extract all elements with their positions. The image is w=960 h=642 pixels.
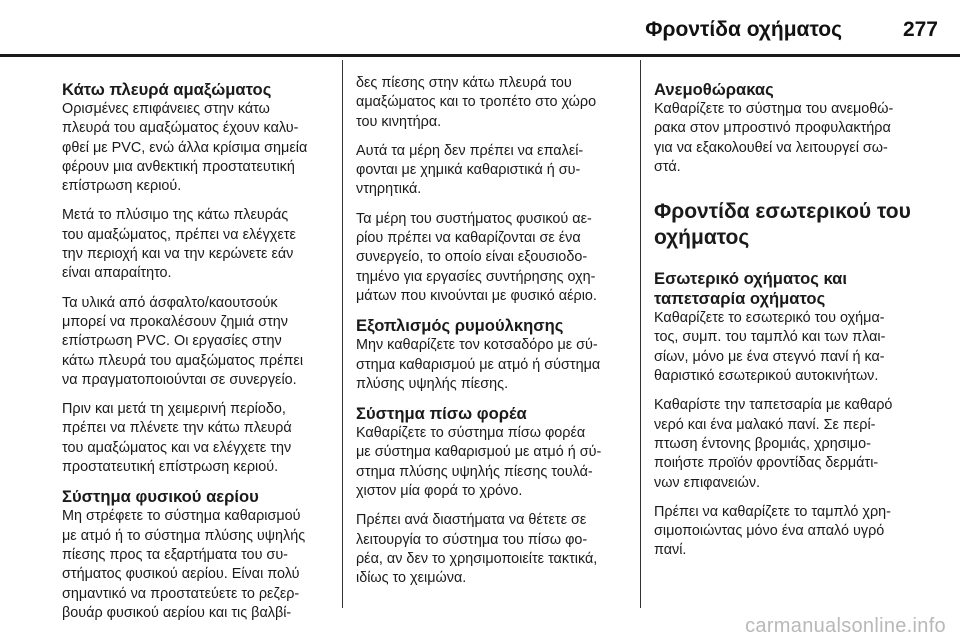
paragraph: δες πίεσης στην κάτω πλευρά του αμαξώματος και το τροπέτο στο χώρο του κινητήρα. bbox=[356, 75, 597, 130]
heading-towing-equipment: Εξοπλισμός ρυμούλκησης bbox=[356, 316, 564, 336]
heading-rear-carrier-system: Σύστημα πίσω φορέα bbox=[356, 404, 527, 424]
paragraph: Τα μέρη του συστήματος φυσικού αε- ρίου πρέπει να καθαρίζονται σε ένα συνεργείο, το οποίο είναι εξουσιοδο- τημένο για εργασίες συντήρησης οχη- μάτων που κινούνται με φυσικό αέριο. bbox=[356, 210, 597, 304]
column-2 bbox=[356, 75, 624, 599]
paragraph: Καθαρίζετε το σύστημα πίσω φορέα με σύστημα καθαρισμού με ατμό ή σύ- στημα πλύσης υψηλής πίεσης τουλά- χιστον μία φορά το χρόνο. bbox=[356, 425, 602, 500]
column-3 bbox=[654, 80, 926, 571]
paragraph: Μη στρέφετε το σύστημα καθαρισμού με ατμό ή το σύστημα πλύσης υψηλής πίεσης προς τα εξαρτήματα του συ- στήματος φυσικού αερίου. Είναι πολύ σημαντικό να προστατεύετε το ρεζερ- βουάρ φυσικού αερίου και τις βαλβί- bbox=[62, 508, 306, 621]
page-number: 277 bbox=[902, 18, 938, 41]
heading-windscreen-cowl: Ανεμοθώρακας bbox=[654, 80, 774, 99]
paragraph: Πρέπει ανά διαστήματα να θέτετε σε λειτουργία το σύστημα του πίσω φο- ρέα, αν δεν το χρησιμοποιείτε τακτικά, ιδίως το χειμώνα. bbox=[356, 512, 598, 587]
paragraph: Μετά το πλύσιμο της κάτω πλευράς του αμαξώματος, πρέπει να ελέγχετε την περιοχή και να την κερώνετε εάν είναι απαραίτητο. bbox=[62, 207, 296, 282]
paragraph: Καθαρίστε την ταπετσαρία με καθαρό νερό και ένα μαλακό πανί. Σε περί- πτωση έντονης βρομιάς, χρησιμο- ποιήστε προϊόν φροντίδας δερμάτι- νων επιφανειών. bbox=[654, 397, 893, 491]
paragraph: Μην καθαρίζετε τον κοτσαδόρο με σύ- στημα καθαρισμού με ατμό ή σύστημα πλύσης υψηλής πίεσης. bbox=[356, 337, 601, 392]
header-divider bbox=[0, 54, 960, 57]
paragraph: Αυτά τα μέρη δεν πρέπει να επαλεί- φονται με χημικά καθαριστικά ή συ- ντηρητικά. bbox=[356, 142, 584, 198]
column-divider-2 bbox=[640, 60, 641, 608]
column-divider-1 bbox=[342, 60, 343, 608]
page-header bbox=[0, 0, 960, 56]
section-title: Φροντίδα οχήματος bbox=[645, 18, 842, 41]
paragraph: Καθαρίζετε το εσωτερικό του οχήμα- τος, συμπ. του ταμπλό και των πλαι- σίων, μόνο με ένα στεγνό πανί ή κα- θαριστικό εσωτερικού αυτοκινήτων. bbox=[654, 310, 886, 385]
watermark: carmanualsonline.info bbox=[745, 615, 946, 637]
heading-natural-gas-system: Σύστημα φυσικού αερίου bbox=[62, 487, 259, 507]
heading-interior-and-upholstery: Εσωτερικό οχήματος και ταπετσαρία οχήματος bbox=[654, 269, 847, 309]
paragraph: Ορισμένες επιφάνειες στην κάτω πλευρά του αμαξώματος έχουν καλυ- φθεί με PVC, ενώ άλλα κρίσιμα σημεία φέρουν μια ανθεκτική προστατευτική επίστρωση κεριού. bbox=[62, 101, 308, 195]
heading-interior-care: Φροντίδα εσωτερικού του οχήματος bbox=[654, 200, 911, 250]
paragraph: Πρέπει να καθαρίζετε το ταμπλό χρη- σιμοποιώντας μόνο ένα απαλό υγρό πανί. bbox=[654, 503, 891, 559]
paragraph: Καθαρίζετε το σύστημα του ανεμοθώ- ρακα στον μπροστινό προφυλακτήρα για να εξακολουθεί να λειτουργεί σω- στά. bbox=[654, 101, 894, 175]
heading-underbody: Κάτω πλευρά αμαξώματος bbox=[62, 80, 272, 99]
paragraph: Πριν και μετά τη χειμερινή περίοδο, πρέπει να πλένετε την κάτω πλευρά του αμαξώματος και να ελέγχετε την προστατευτική επίστρωση κεριού. bbox=[62, 401, 292, 476]
paragraph: Τα υλικά από άσφαλτο/καουτσούκ μπορεί να προκαλέσουν ζημιά στην επίστρωση PVC. Οι εργασίες στην κάτω πλευρά του αμαξώματος πρέπει να πραγματοποιούνται σε συνεργείο. bbox=[62, 294, 304, 388]
column-1 bbox=[62, 80, 330, 633]
